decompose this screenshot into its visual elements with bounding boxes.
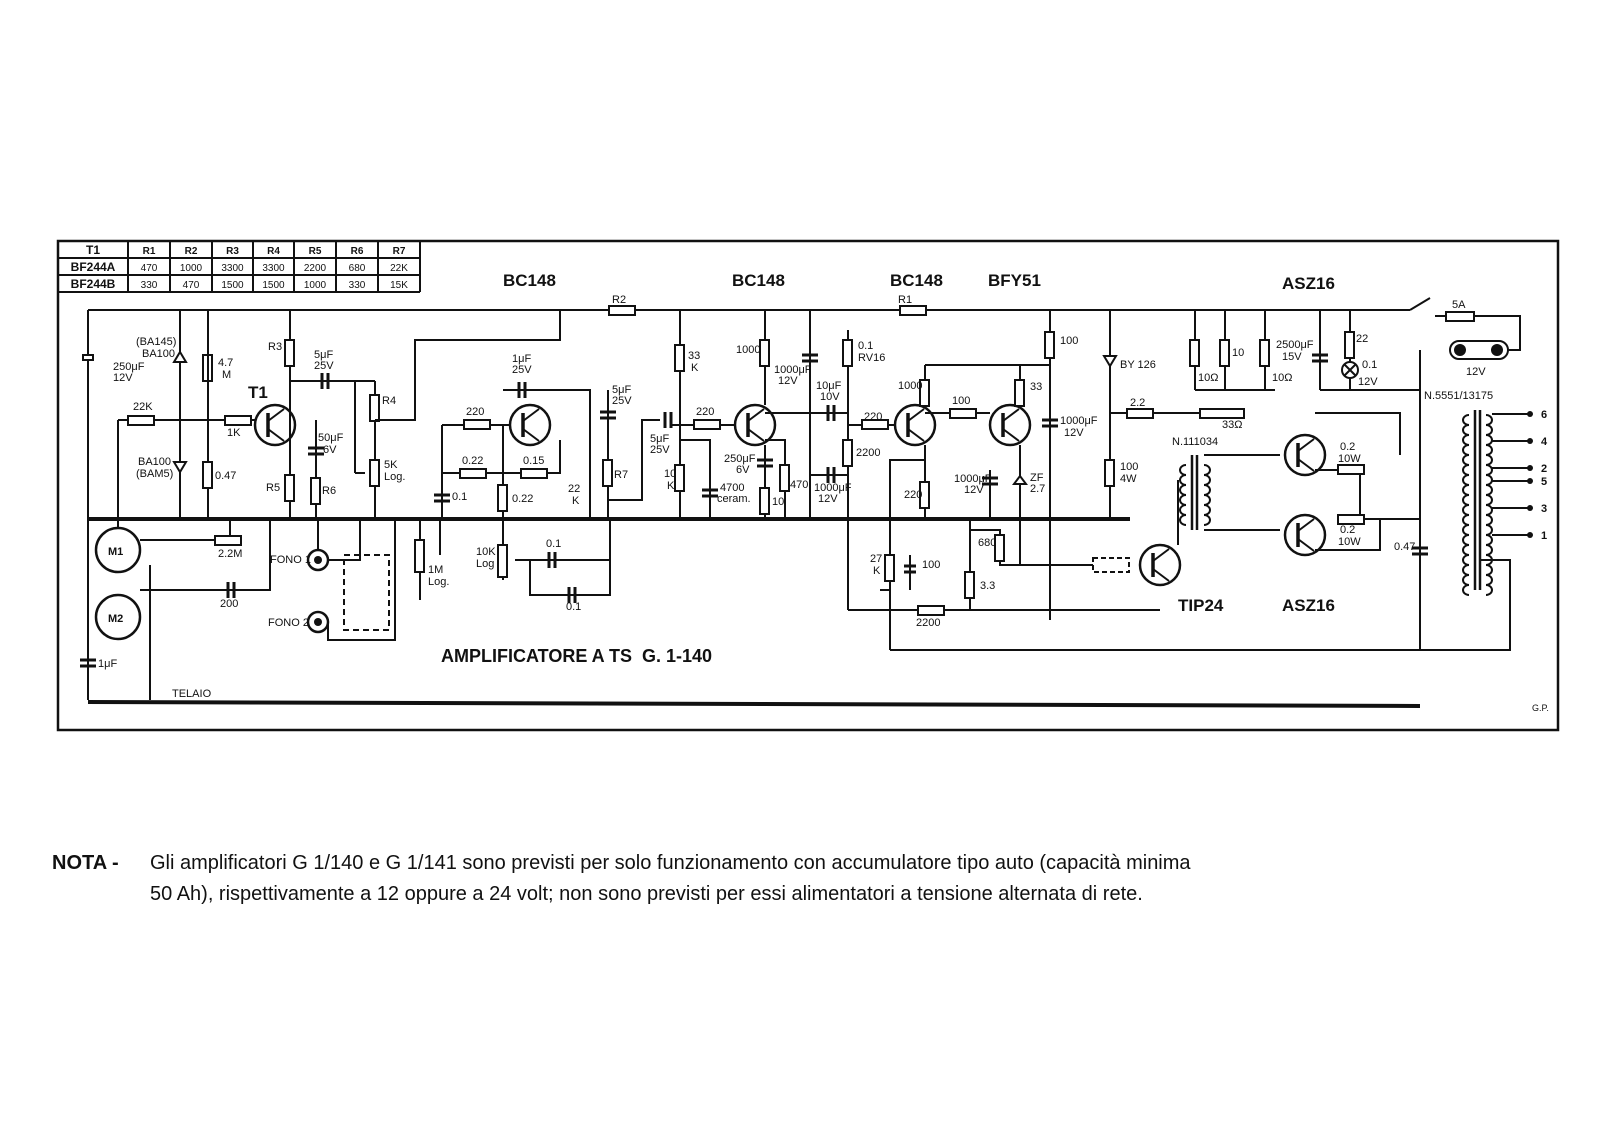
label-q3: BC148 (732, 271, 785, 290)
table-header-cell: R5 (308, 246, 322, 257)
label-r-22k2: 22 (568, 483, 581, 495)
label-r-2200b: 2200 (916, 617, 941, 629)
label-c-50u-v: 6V (323, 444, 337, 456)
label-c-5u2-v: 25V (612, 395, 632, 407)
table-header-cell: R6 (350, 246, 364, 257)
label-r-2200a: 2200 (856, 447, 881, 459)
label-r-47m-unit: M (222, 369, 232, 381)
label-c-100: 100 (922, 559, 941, 571)
label-r-220b: 220 (696, 406, 715, 418)
label-m1: M1 (108, 546, 124, 558)
label-c-10u: 10μF (816, 380, 842, 392)
transformer-tap-label: 5 (1541, 476, 1548, 488)
label-q5: BFY51 (988, 271, 1041, 290)
note-label: NOTA - (52, 852, 119, 874)
label-pot-10k-log: Log (476, 558, 495, 570)
table-header-cell: T1 (85, 243, 101, 257)
label-r-470: 470 (790, 479, 809, 491)
label-q6: ASZ16 (1282, 274, 1335, 293)
label-r-22: 2.2 (1130, 397, 1146, 409)
label-r-02b: 0.2 (1340, 524, 1356, 536)
label-r-220c: 220 (864, 411, 883, 423)
label-c-01b: 0.1 (546, 538, 562, 550)
label-r-100b: 100 (1060, 335, 1079, 347)
label-lamp-12v: 12V (1358, 376, 1378, 388)
label-r2: R2 (612, 294, 627, 306)
label-t1: T1 (248, 383, 268, 402)
label-c-01c: 0.1 (566, 601, 582, 613)
label-r6: R6 (322, 485, 337, 497)
label-telaio: TELAIO (172, 688, 212, 700)
label-c-in-v: 12V (113, 372, 133, 384)
note-line-2: 50 Ah), rispettivamente a 12 oppure a 24 volt; non sono previsti per essi alimentatori a tensione alternata di rete. (150, 883, 1143, 905)
label-fono1: FONO 1 (270, 554, 311, 566)
label-r-680: 680 (978, 537, 997, 549)
label-r-10k: 10 (664, 468, 677, 480)
label-q7: ASZ16 (1282, 596, 1335, 615)
label-c-1000u4: 1000μF (1060, 415, 1098, 427)
table-cell: 3300 (262, 263, 285, 274)
table-cell: 1000 (179, 263, 203, 274)
label-m2: M2 (108, 613, 124, 625)
table-cell: BF244B (70, 277, 116, 291)
label-r1: R1 (898, 294, 913, 306)
note-line-1: Gli amplificatori G 1/140 e G 1/141 sono previsti per solo funzionamento con accumulatore tipo auto (capacità minima (150, 852, 1191, 874)
label-r-33k-unit: K (691, 362, 699, 374)
table-cell: 680 (348, 263, 366, 274)
table-cell: 330 (140, 280, 158, 291)
label-pot-1m-log: Log. (428, 576, 450, 588)
label-c-10u-v: 10V (820, 391, 840, 403)
label-pot-5k: 5K (384, 459, 398, 471)
label-r-220d: 220 (904, 489, 923, 501)
label-r3: R3 (268, 341, 283, 353)
label-r-02a-w: 10W (1338, 453, 1361, 465)
label-r-100a: 100 (952, 395, 971, 407)
label-c-1000u: 1000μF (774, 364, 812, 376)
transformer-tap-label: 1 (1541, 530, 1548, 542)
label-r5: R5 (266, 482, 281, 494)
label-r-33b: 3.3 (980, 580, 996, 592)
label-q4: BC148 (890, 271, 943, 290)
label-r-047: 0.47 (215, 470, 237, 482)
table-cell: 1500 (221, 280, 244, 291)
label-c-1000u3-v: 12V (964, 484, 984, 496)
label-c-250u-v: 6V (736, 464, 750, 476)
label-battery: 12V (1466, 366, 1486, 378)
label-r-33: 33 (1030, 381, 1043, 393)
table-cell: 2200 (303, 263, 327, 274)
label-d-top2: BA100 (142, 348, 176, 360)
chassis-rail (88, 702, 1420, 706)
label-r-02b-w: 10W (1338, 536, 1361, 548)
label-tr-driver: N.111034 (1172, 436, 1219, 448)
label-d-bot2: (BAM5) (136, 468, 174, 480)
label-c-50u: 50μF (318, 432, 344, 444)
label-c-047: 0.47 (1394, 541, 1416, 553)
table-header-cell: R7 (392, 246, 406, 257)
label-r-10k-unit: K (667, 480, 675, 492)
label-d-top: (BA145) (136, 336, 177, 348)
label-c-5u3-v: 25V (650, 444, 670, 456)
label-r-100c-w: 4W (1120, 473, 1137, 485)
label-zener-v: 2.7 (1030, 483, 1046, 495)
label-fono2: FONO 2 (268, 617, 309, 629)
label-pot-5k-log: Log. (384, 471, 406, 483)
label-r-1000b: 1000 (898, 380, 923, 392)
table-cell: 1000 (303, 280, 327, 291)
label-c-1000u-v: 12V (778, 375, 798, 387)
label-r-22b: 22 (1356, 333, 1369, 345)
label-c-5u2: 5μF (612, 384, 632, 396)
label-zener: ZF (1030, 472, 1044, 484)
label-c-2500u: 2500μF (1276, 339, 1314, 351)
label-c-1u: 1μF (512, 353, 532, 365)
label-r4: R4 (382, 395, 397, 407)
label-c-5u-v: 25V (314, 360, 334, 372)
table-header-cell: R4 (267, 246, 280, 257)
label-pot-33: 33Ω (1222, 419, 1243, 431)
table-cell: 470 (182, 280, 200, 291)
diagram-title: AMPLIFICATORE A TS G. 1-140 (441, 646, 713, 666)
label-q8: TIP24 (1178, 596, 1224, 615)
table-header-cell: R2 (184, 246, 198, 257)
label-d-by126: BY 126 (1120, 359, 1156, 371)
table-cell: 3300 (221, 263, 244, 274)
label-c-1u-v: 25V (512, 364, 532, 376)
label-fuse: 5A (1452, 299, 1466, 311)
label-c-1000u2-v: 12V (818, 493, 838, 505)
label-r-22m: 2.2M (218, 548, 243, 560)
label-c-1uf: 1μF (98, 658, 118, 670)
label-r-27k: 27 (870, 553, 883, 565)
transformer-tap-label: 2 (1541, 463, 1548, 475)
label-ntc1: 10Ω (1198, 372, 1219, 384)
table-cell: 22K (390, 263, 408, 274)
label-c-4700-t: ceram. (717, 493, 751, 505)
label-r7: R7 (614, 469, 629, 481)
label-r-27k-unit: K (873, 565, 881, 577)
label-r-10: 10 (772, 496, 785, 508)
label-c-01a: 0.1 (452, 491, 468, 503)
note-body (150, 848, 1532, 910)
label-d-bot: BA100 (138, 456, 172, 468)
label-r-22k: 22K (133, 401, 153, 413)
label-c-1000u4-v: 12V (1064, 427, 1084, 439)
label-r-015: 0.15 (523, 455, 545, 467)
table-cell: 330 (348, 280, 366, 291)
label-ntc2: 10Ω (1272, 372, 1293, 384)
label-pot-rv16: RV16 (858, 352, 886, 364)
label-r-022b: 0.22 (512, 493, 534, 505)
label-c-5u: 5μF (314, 349, 334, 361)
signature: G.P. (1532, 703, 1549, 713)
label-c-4700: 4700 (720, 482, 745, 494)
label-r-47m: 4.7 (218, 357, 234, 369)
table-cell: 1500 (262, 280, 285, 291)
label-q2: BC148 (503, 271, 556, 290)
label-pot-01: 0.1 (858, 340, 874, 352)
label-r-022a: 0.22 (462, 455, 484, 467)
label-c-200: 200 (220, 598, 239, 610)
table-cell: 470 (140, 263, 158, 274)
label-r-1000a: 1000 (736, 344, 761, 356)
table-cell: 15K (390, 280, 408, 291)
table-header-cell: R1 (142, 246, 156, 257)
label-c-in: 250μF (113, 361, 145, 373)
label-r-1k: 1K (227, 427, 241, 439)
label-r-10b: 10 (1232, 347, 1245, 359)
transformer-tap-label: 4 (1541, 436, 1548, 448)
label-lamp-01: 0.1 (1362, 359, 1378, 371)
label-c-5u3: 5μF (650, 433, 670, 445)
component-table (58, 241, 420, 292)
label-c-250u: 250μF (724, 453, 756, 465)
label-tr-out: N.5551/13175 (1424, 390, 1494, 402)
label-r-33k: 33 (688, 350, 701, 362)
label-pot-10k: 10K (476, 546, 496, 558)
label-r-22k2-unit: K (572, 495, 580, 507)
label-r-100c: 100 (1120, 461, 1139, 473)
label-c-2500u-v: 15V (1282, 351, 1302, 363)
label-c-1000u3: 1000μF (954, 473, 992, 485)
label-r-02a: 0.2 (1340, 441, 1356, 453)
label-pot-1m: 1M (428, 564, 444, 576)
label-r-220a: 220 (466, 406, 485, 418)
label-c-1000u2: 1000μF (814, 482, 852, 494)
note (52, 848, 1532, 910)
transformer-tap-label: 3 (1541, 503, 1548, 515)
transformer-tap-label: 6 (1541, 409, 1548, 421)
table-cell: BF244A (70, 260, 116, 274)
table-header-cell: R3 (226, 246, 239, 257)
